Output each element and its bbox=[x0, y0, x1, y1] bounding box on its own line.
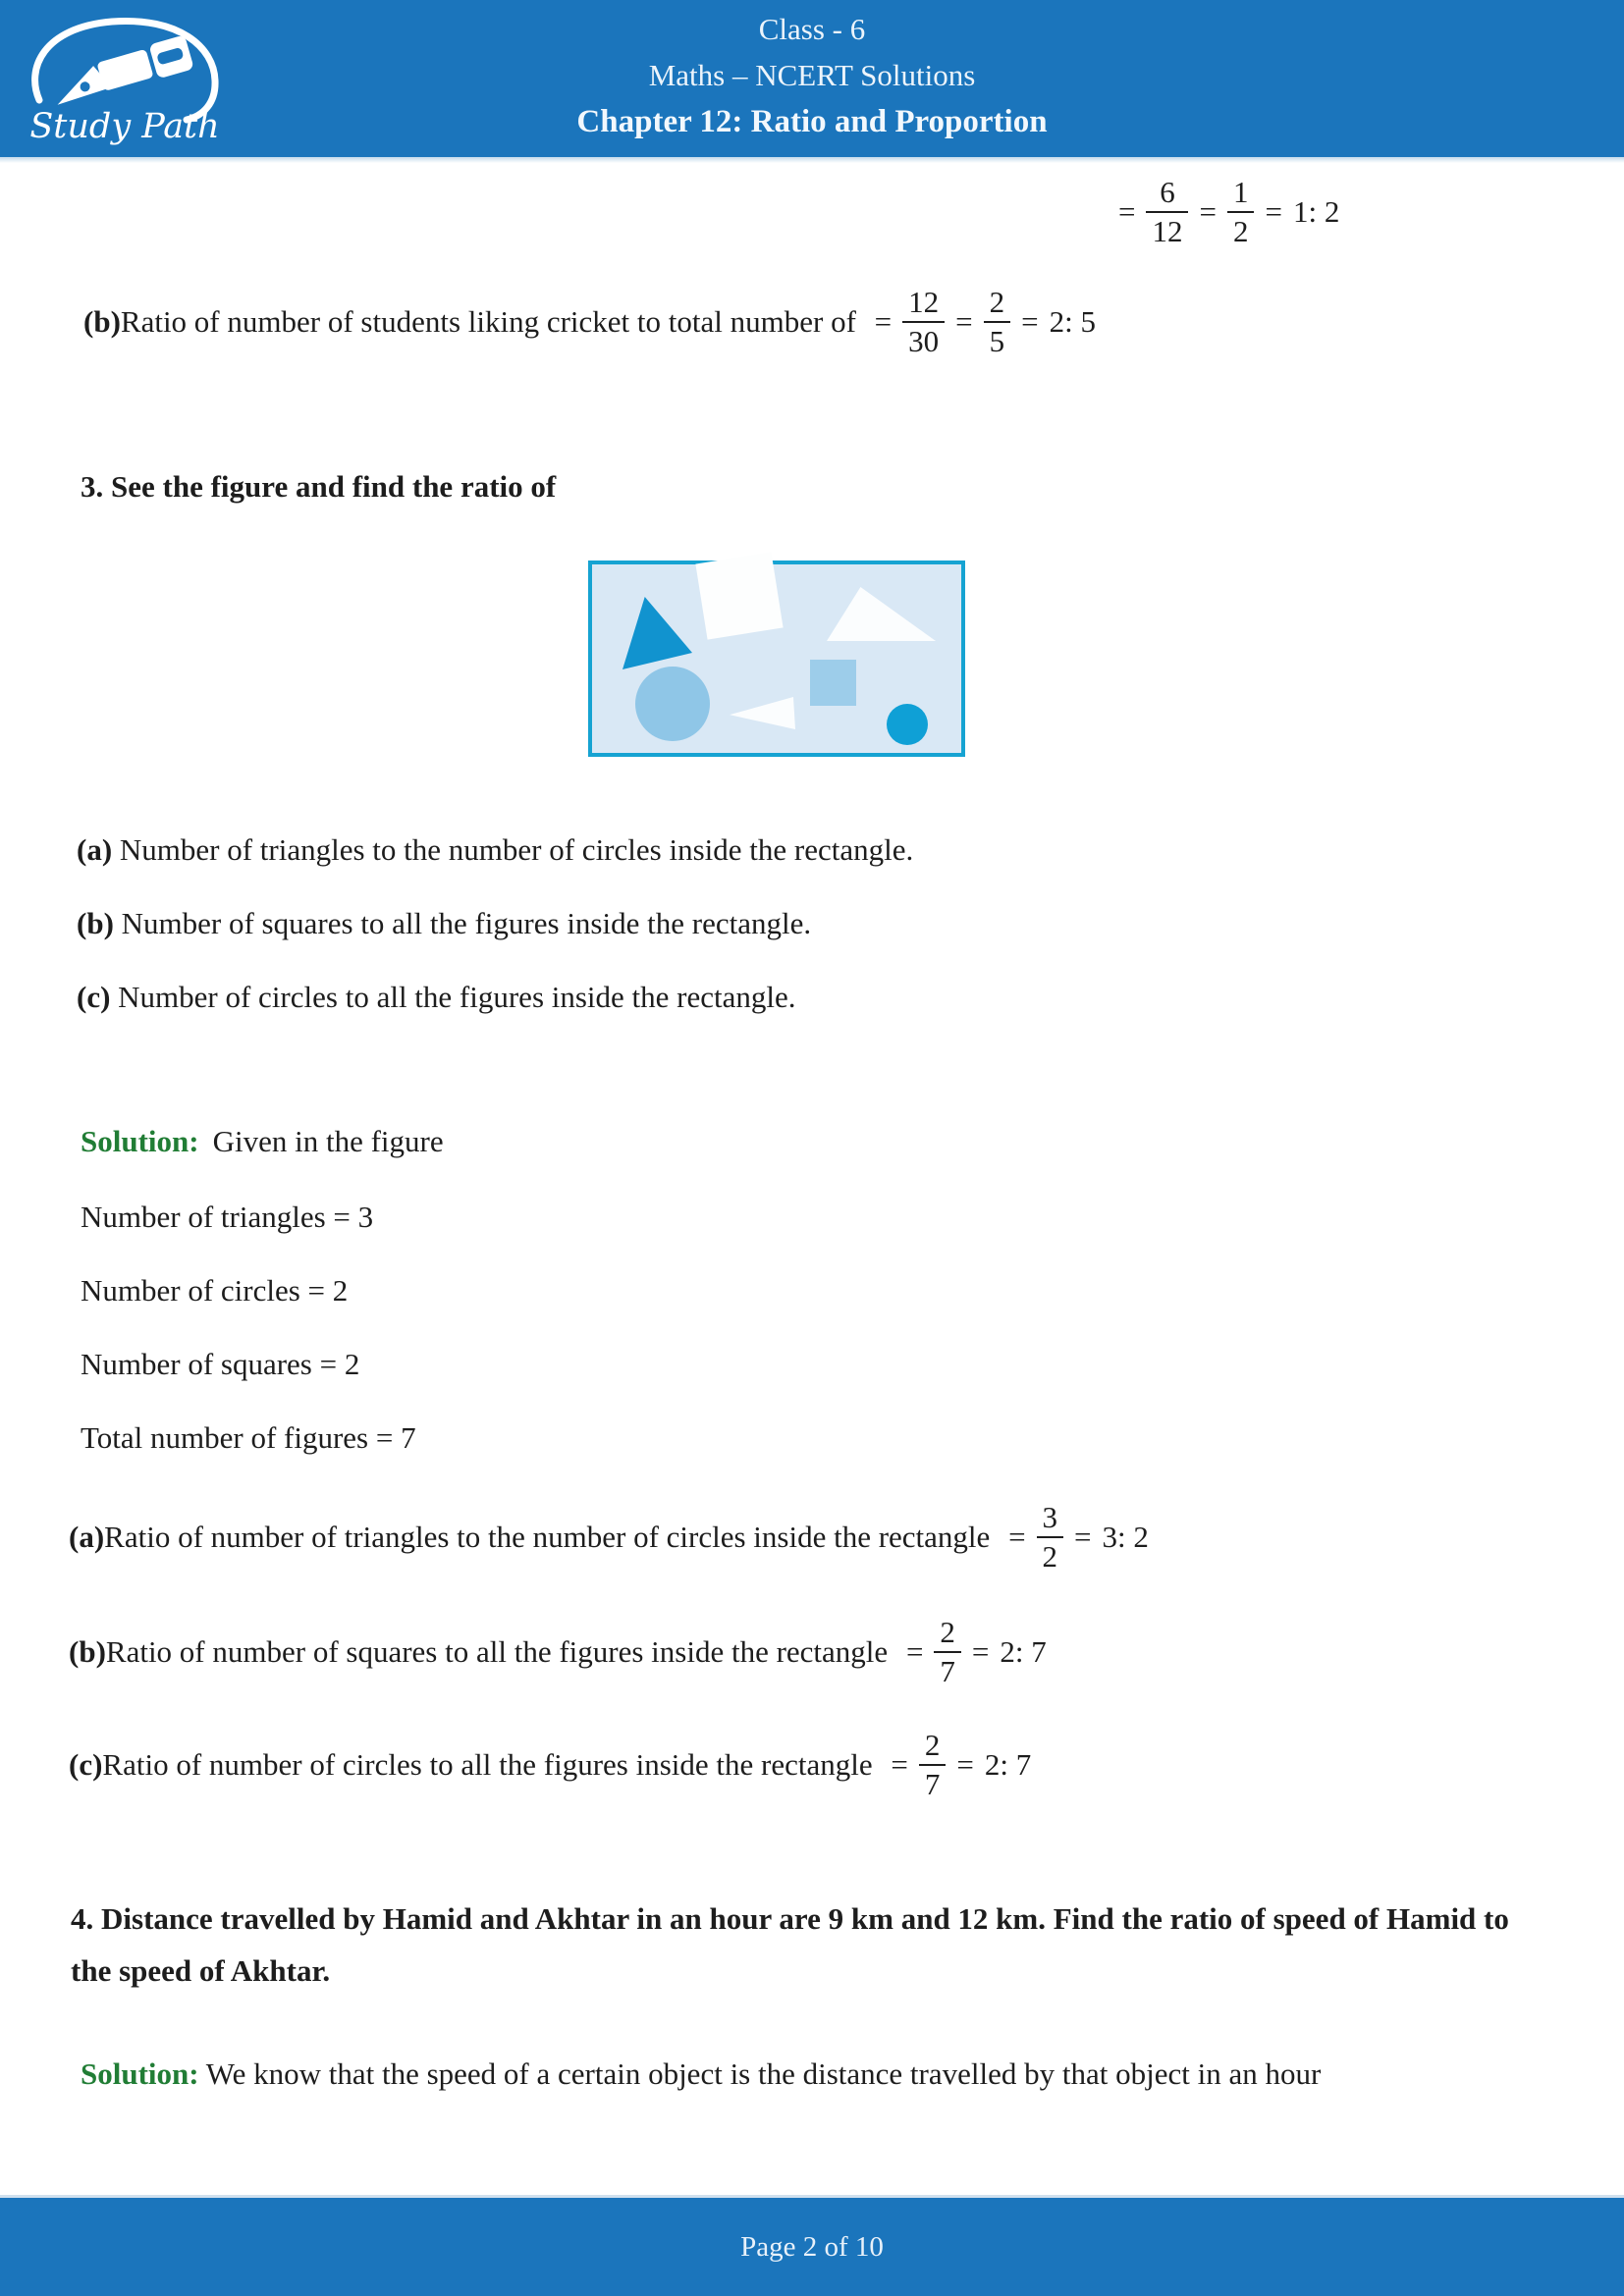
question-3a bbox=[77, 832, 913, 868]
shapes-figure bbox=[588, 561, 965, 757]
ratio-result: 2: 7 bbox=[984, 1747, 1032, 1782]
solution-text: We know that the speed of a certain object is the distance travelled by that object in an hour bbox=[198, 2056, 1322, 2091]
ratio-result: 2: 7 bbox=[1000, 1634, 1047, 1669]
item-text: Number of circles to all the figures inside the rectangle. bbox=[110, 980, 796, 1014]
page-header bbox=[0, 0, 1624, 157]
answer-3a bbox=[69, 1492, 1149, 1582]
item-text: Number of triangles to the number of circles inside the rectangle. bbox=[112, 832, 914, 867]
item-text: Ratio of number of students liking cricket to total number of bbox=[120, 304, 864, 339]
header-titles bbox=[0, 6, 1624, 146]
fraction-2-7: $\frac{2}{7}$ bbox=[919, 1728, 947, 1801]
equals-sign: = bbox=[1008, 1520, 1026, 1554]
question-4-heading: 4. Distance travelled by Hamid and Akhtar in an hour are 9 km and 12 km. Find the ratio of speed of Hamid to the speed of Akhtar. bbox=[71, 1901, 1509, 1988]
dark-blue-circle-shape bbox=[887, 704, 928, 745]
logo-text: Study Path bbox=[29, 107, 220, 146]
ratio-result: 3: 2 bbox=[1102, 1520, 1149, 1554]
item-text: Ratio of number of circles to all the figures inside the rectangle bbox=[102, 1747, 881, 1782]
fraction-6-12: $\frac{6}{12}$ bbox=[1146, 175, 1188, 248]
question-3-heading: 3. See the figure and find the ratio of bbox=[81, 469, 557, 504]
item-label: (c) bbox=[77, 980, 111, 1014]
fact-triangles: Number of triangles = 3 bbox=[81, 1200, 374, 1234]
solution-intro: Given in the figure bbox=[212, 1124, 444, 1158]
header-chapter-line: Chapter 12: Ratio and Proportion bbox=[576, 104, 1048, 139]
item-text: Ratio of number of squares to all the figures inside the rectangle bbox=[105, 1634, 895, 1669]
equals-sign: = bbox=[956, 1747, 974, 1782]
solution-label: Solution: bbox=[81, 1124, 199, 1158]
fact-squares: Number of squares = 2 bbox=[81, 1347, 360, 1381]
equals-sign: = bbox=[1118, 194, 1136, 229]
white-square-shape bbox=[695, 552, 783, 639]
fraction-2-5: $\frac{2}{5}$ bbox=[984, 285, 1011, 358]
fraction-12-30: $\frac{12}{30}$ bbox=[902, 285, 945, 358]
fraction-2-7: $\frac{2}{7}$ bbox=[934, 1615, 961, 1688]
answer-3c bbox=[69, 1720, 1031, 1810]
item-label: (b) bbox=[77, 906, 114, 940]
answer-line-cricket bbox=[83, 277, 1096, 367]
equals-sign: = bbox=[905, 1634, 924, 1669]
header-separator bbox=[0, 157, 1624, 163]
item-label: (c) bbox=[69, 1747, 103, 1782]
equals-sign: = bbox=[874, 304, 893, 339]
blue-square-shape bbox=[810, 660, 856, 706]
ratio-result: 1: 2 bbox=[1292, 194, 1340, 229]
equals-sign: = bbox=[1021, 304, 1039, 339]
question-3b bbox=[77, 906, 811, 941]
equals-sign: = bbox=[1074, 1520, 1092, 1554]
fraction-1-2: $\frac{1}{2}$ bbox=[1227, 175, 1255, 248]
equals-sign: = bbox=[955, 304, 973, 339]
item-label: (a) bbox=[77, 832, 113, 867]
solution-3-heading bbox=[81, 1124, 444, 1159]
item-label: (b) bbox=[69, 1634, 106, 1669]
fact-circles: Number of circles = 2 bbox=[81, 1273, 349, 1308]
light-blue-circle-shape bbox=[635, 667, 710, 741]
item-text: Ratio of number of triangles to the number of circles inside the rectangle bbox=[104, 1520, 999, 1554]
page-footer bbox=[0, 2198, 1624, 2296]
equals-sign: = bbox=[971, 1634, 990, 1669]
equals-sign: = bbox=[891, 1747, 908, 1782]
fact-total: Total number of figures = 7 bbox=[81, 1420, 416, 1455]
ratio-result: 2: 5 bbox=[1049, 304, 1096, 339]
blue-triangle-shape bbox=[623, 597, 692, 669]
item-text: Number of squares to all the figures inside the rectangle. bbox=[113, 906, 812, 940]
solution-label: Solution: bbox=[81, 2056, 199, 2091]
question-3c bbox=[77, 980, 796, 1015]
white-triangle-shape bbox=[827, 587, 936, 641]
item-label: (a) bbox=[69, 1520, 105, 1554]
equals-sign: = bbox=[1265, 194, 1282, 229]
header-class-line: Class - 6 bbox=[758, 12, 866, 46]
equals-sign: = bbox=[1199, 194, 1217, 229]
solution-4 bbox=[81, 2048, 1553, 2100]
answer-3b bbox=[69, 1607, 1047, 1697]
item-label: (b) bbox=[83, 304, 121, 339]
page-number: Page 2 of 10 bbox=[740, 2230, 884, 2263]
fraction-3-2: $\frac{3}{2}$ bbox=[1037, 1500, 1064, 1574]
equation-top bbox=[1108, 167, 1339, 257]
small-white-triangle-shape bbox=[730, 697, 795, 729]
header-subject-line: Maths – NCERT Solutions bbox=[648, 58, 976, 92]
